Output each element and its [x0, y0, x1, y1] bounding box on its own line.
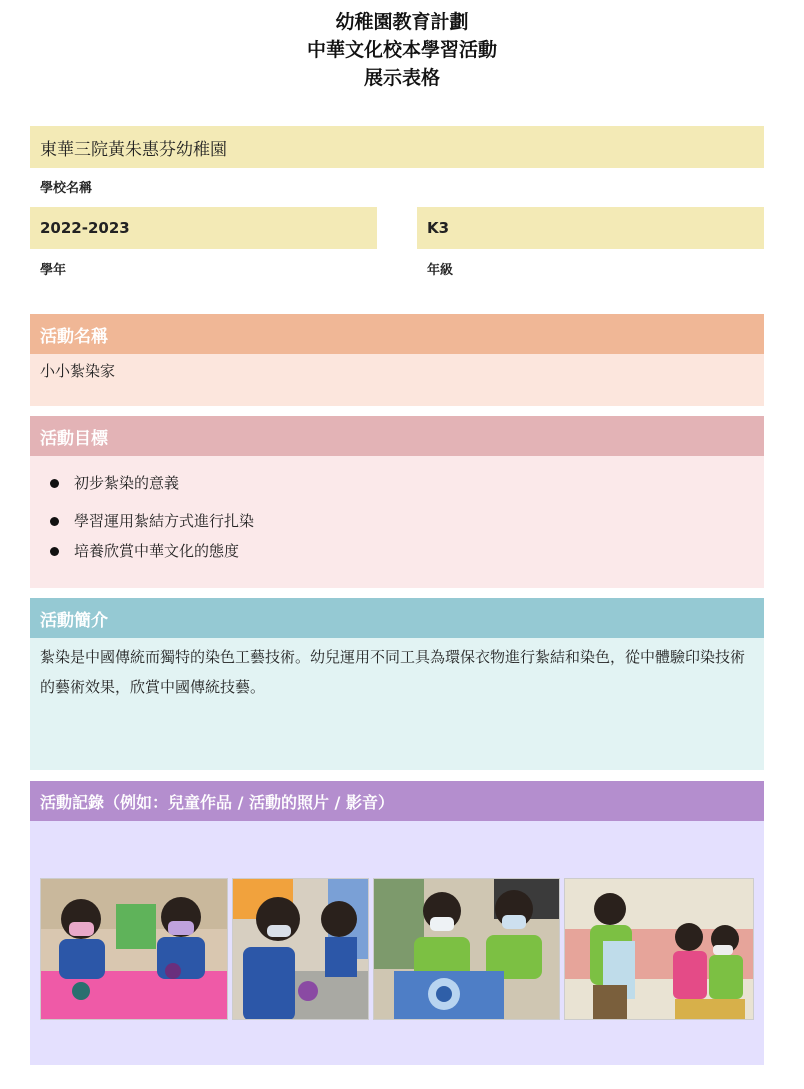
title-line-1: 幼稚園教育計劃	[335, 11, 469, 33]
activity-photo-4	[564, 878, 754, 1020]
intro-text: 紮染是中國傳統而獨特的染色工藝技術。幼兒運用不同工具為環保衣物進行紮結和染色，從中體驗印染技術的藝術效果，欣賞中國傳統技藝。	[40, 648, 746, 696]
activity-name-body[interactable]	[30, 354, 764, 406]
intro-body[interactable]	[30, 638, 764, 770]
activity-photo-3	[373, 878, 560, 1020]
records-heading	[30, 781, 764, 821]
title-line-2: 中華文化校本學習活動	[306, 39, 497, 61]
bullet-icon	[50, 479, 59, 488]
grade-value: K3	[427, 219, 450, 237]
objectives-heading-text: 活動目標	[40, 428, 108, 449]
school-year-label: 學年	[40, 263, 67, 278]
school-year-value: 2022-2023	[40, 219, 130, 237]
activity-name-heading	[30, 314, 764, 354]
school-name-field[interactable]	[30, 126, 764, 168]
objectives-body[interactable]	[30, 456, 764, 588]
intro-heading-text: 活動簡介	[40, 610, 108, 631]
activity-name-value: 小小紮染家	[40, 362, 116, 380]
bullet-icon	[50, 517, 59, 526]
activity-photo-1	[40, 878, 228, 1020]
page-title	[0, 8, 804, 92]
objective-item: 學習運用紮結方式進行扎染	[40, 506, 754, 536]
objectives-list	[40, 468, 754, 566]
school-year-field[interactable]	[30, 207, 377, 249]
activity-photo-2	[232, 878, 369, 1020]
school-name-label: 學校名稱	[40, 181, 93, 196]
title-line-3: 展示表格	[363, 67, 440, 89]
activity-name-heading-text: 活動名稱	[40, 326, 108, 347]
school-name-value: 東華三院黃朱惠芬幼稚園	[40, 139, 227, 160]
objective-item: 初步紮染的意義	[40, 468, 754, 498]
grade-label: 年級	[427, 263, 454, 278]
objective-item: 培養欣賞中華文化的態度	[40, 536, 754, 566]
records-heading-text: 活動記錄（例如：兒童作品 / 活動的照片 / 影音）	[40, 792, 394, 812]
grade-field[interactable]	[417, 207, 764, 249]
bullet-icon	[50, 547, 59, 556]
intro-heading	[30, 598, 764, 638]
objectives-heading	[30, 416, 764, 456]
